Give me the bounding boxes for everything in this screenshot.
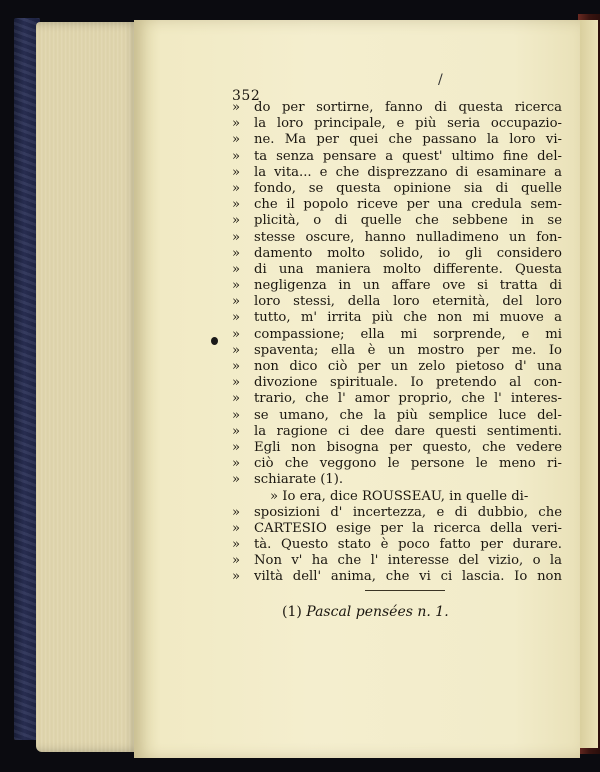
line-text: la loro principale, e più seria occupazio- [254, 116, 562, 132]
quote-mark: » [232, 391, 241, 407]
text-line [232, 391, 562, 407]
quote-mark [232, 489, 254, 505]
line-text: la ragione ci dee dare questi sentimenti. [254, 423, 562, 439]
quote-mark: » [232, 294, 241, 310]
quote-mark: » [232, 197, 241, 213]
quote-mark: » [232, 278, 241, 294]
quote-mark: » [232, 229, 241, 245]
text-line [232, 424, 562, 440]
text-line [232, 181, 562, 197]
ink-spot [211, 337, 218, 345]
text-line [232, 569, 562, 585]
line-text: CARTESIO esige per la ricerca della veri- [254, 520, 562, 536]
quote-mark: » [232, 439, 241, 455]
text-line [232, 521, 562, 537]
quote-mark: » [232, 359, 241, 374]
quote-mark: » [232, 472, 241, 488]
text-line [232, 230, 562, 246]
quote-mark: » [232, 326, 241, 342]
text-line [232, 343, 562, 359]
text-line [232, 456, 562, 472]
quote-mark: » [232, 261, 241, 277]
quote-mark: » [232, 100, 241, 115]
quote-mark: » [232, 245, 241, 261]
line-text: negligenza in un affare ove si tratta di [254, 278, 562, 294]
text-line [232, 116, 562, 132]
line-text: damento molto solido, io gli considero [254, 245, 562, 261]
quote-mark: » [232, 132, 241, 148]
text-line [232, 278, 562, 294]
text-line [232, 505, 562, 521]
text-line [232, 100, 562, 116]
line-text: non dico ciò per un zelo pietoso d' una [254, 359, 562, 374]
facing-page-edge [580, 20, 598, 748]
line-text: spaventa; ella è un mostro per me. Io [254, 342, 562, 358]
line-text: divozione spirituale. Io pretendo al con- [254, 375, 562, 391]
text-line [232, 197, 562, 213]
line-text: plicità, o di quelle che sebbene in se [254, 213, 562, 229]
footnote [282, 604, 542, 620]
text-line [232, 246, 562, 262]
text-line [232, 294, 562, 310]
line-text: ciò che veggono le persone le meno ri- [254, 456, 562, 472]
line-text: ta senza pensare a quest' ultimo fine del- [254, 148, 562, 164]
page-edges [36, 22, 140, 752]
quote-mark: » [232, 569, 241, 585]
text-line [232, 553, 562, 569]
quote-mark: » [232, 456, 241, 472]
line-text: trario, che l' amor proprio, che l' interes- [254, 391, 562, 407]
text-line [232, 359, 562, 375]
quote-mark: » [232, 375, 241, 391]
text-line [232, 165, 562, 181]
quote-mark: » [232, 164, 241, 180]
line-text: » Io era, dice ROUSSEAU, in quelle di- [270, 488, 529, 504]
text-line [232, 408, 562, 424]
line-text: do per sortirne, fanno di questa ricerca [254, 100, 562, 115]
text-line [232, 262, 562, 278]
text-line [232, 489, 562, 505]
line-text: ne. Ma per quei che passano la loro vi- [254, 132, 562, 148]
line-text: compassione; ella mi sorprende, e mi [254, 326, 562, 342]
line-text: loro stessi, della loro eternità, del loro [254, 294, 562, 310]
text-line [232, 537, 562, 553]
line-text: che il popolo riceve per una credula sem- [254, 197, 562, 213]
footnote-marker: (1) [282, 604, 302, 620]
quote-mark: » [232, 342, 241, 358]
quote-mark: » [232, 310, 241, 326]
quote-mark: » [232, 180, 241, 196]
page-number: 352 [232, 88, 261, 104]
quote-mark: » [232, 148, 241, 164]
text-line [232, 310, 562, 326]
quote-mark: » [232, 423, 241, 439]
quote-mark: » [232, 407, 241, 423]
text-line [232, 440, 562, 456]
text-line [232, 132, 562, 148]
quote-mark: » [232, 504, 241, 520]
line-text: Egli non bisogna per questo, che vedere [254, 439, 562, 455]
margin-mark: / [438, 72, 443, 88]
line-text: di una maniera molto differente. Questa [254, 261, 562, 277]
quote-mark: » [232, 116, 241, 132]
text-line [232, 472, 562, 488]
footnote-text: Pascal pensées n. 1. [306, 604, 449, 620]
line-text: tutto, m' irrita più che non mi muove a [254, 310, 562, 326]
line-text: fondo, se questa opinione sia di quelle [254, 180, 562, 196]
footnote-rule [365, 590, 445, 591]
line-text: se umano, che la più semplice luce del- [254, 407, 562, 423]
quote-mark: » [232, 520, 241, 536]
line-text: stesse oscure, hanno nulladimeno un fon- [254, 229, 562, 245]
line-text: la vita... e che disprezzano di esaminare a [254, 164, 562, 180]
text-line [232, 149, 562, 165]
line-text: schiarate (1). [254, 472, 344, 488]
line-text: sposizioni d' incertezza, e di dubbio, che [254, 504, 562, 520]
quote-mark: » [232, 553, 241, 569]
body-text [232, 100, 562, 586]
text-line [232, 213, 562, 229]
line-text: Non v' ha che l' interesse del vizio, o la [254, 553, 562, 569]
quote-mark: » [232, 213, 241, 229]
line-text: tà. Questo stato è poco fatto per durare. [254, 537, 562, 553]
text-line [232, 327, 562, 343]
line-text: viltà dell' anima, che vi ci lascia. Io non [254, 569, 562, 585]
text-line [232, 375, 562, 391]
quote-mark: » [232, 537, 241, 553]
